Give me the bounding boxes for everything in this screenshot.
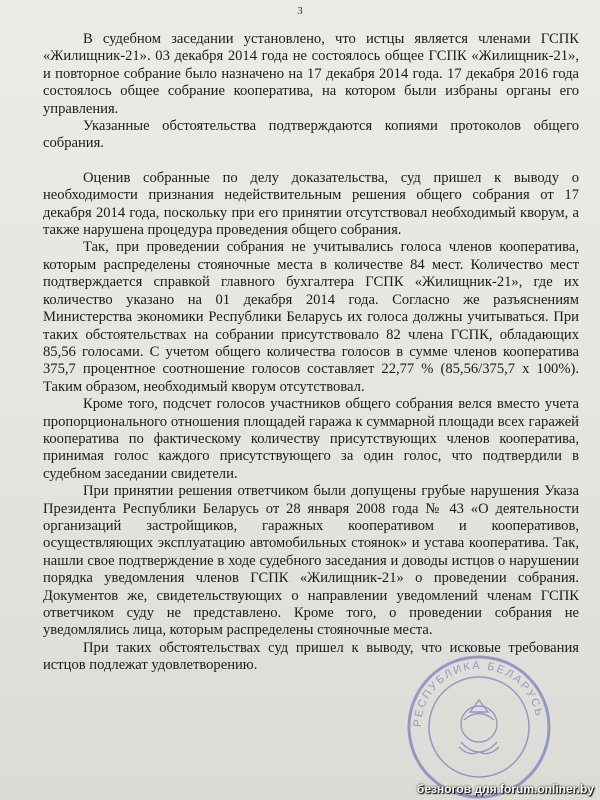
page-number: 3	[297, 5, 303, 17]
document-body	[43, 31, 579, 675]
paragraph-2: Указанные обстоятельства подтверждаются копиями протоколов общего собрания.	[43, 118, 579, 152]
paragraph-1: В судебном заседании установлено, что истцы является членами ГСПК «Жилищник-21». 03 декабря 2014 года не состоялось общее ГСПК «Жилищник-21», и повторное собрание было назначено на 17 декабря 2014 года. 17 декабря 2016 года состоялось общее собрание кооператива, на котором были избраны органы его управления.	[43, 31, 579, 117]
paragraph-6: При принятии решения ответчиком были допущены грубые нарушения Указа Президента Республики Беларусь от 28 января 2008 года № 43 «О деятельности организаций застройщиков, гаражных кооперативом и кооперативов, осуществляющих эксплуатацию автомобильных стоянок» и устава кооператива. Так, нашли свое подтверждение в ходе судебного заседания и доводы истцов о нарушении порядка уведомления членов ГСПК «Жилищник-21» о проведении собрания. Документов же, свидетельствующих о направлении уведомлений членам ГСПК ответчиком суду не представлено. Кроме того, о проведении собрания не уведомлялись лица, которым распределены стояночные места.	[43, 483, 579, 639]
paragraph-3: Оценив собранные по делу доказательства, суд пришел к выводу о необходимости признания недействительным решения общего собрания от 17 декабря 2014 года, поскольку при его принятии отсутствовал необходимый кворум, а также нарушена процедура проведения общего собрания.	[43, 169, 579, 239]
paragraph-4: Так, при проведении собрания не учитывались голоса членов кооператива, которым распределены стояночные места в количестве 84 мест. Количество мест подтверждается справкой главного бухгалтера ГСПК «Жилищник-21», где их количество указано на 01 декабря 2014 года. Согласно же разъяснениям Министерства экономики Республики Беларусь их голоса должны учитываться. При таких обстоятельствах на собрании присутствовало 82 члена ГСПК, обладающих 85,56 голосами. С учетом общего количества голосов в сумме членов кооператива 375,7 процентное соотношение голосов составляет 22,77 % (85,56/375,7 х 100%). Таким образом, необходимый кворум отсутствовал.	[43, 239, 579, 395]
paragraph-7: При таких обстоятельствах суд пришел к выводу, что исковые требования истцов подлежат удовлетворению.	[43, 639, 579, 674]
stamp-text: РЕСПУБЛИКА БЕЛАРУСЬ	[411, 659, 546, 728]
paragraph-5: Кроме того, подсчет голосов участников общего собрания велся вместо учета пропорционального отношения площадей гаража к суммарной площади всех гаражей кооператива по фактическому количеству присутствующих членов кооператива, принимая голос каждого присутствующего за один голос, что подтвердили в судебном заседании свидетели.	[43, 396, 579, 482]
watermark: безногов для forum.onliner.by	[416, 782, 594, 796]
